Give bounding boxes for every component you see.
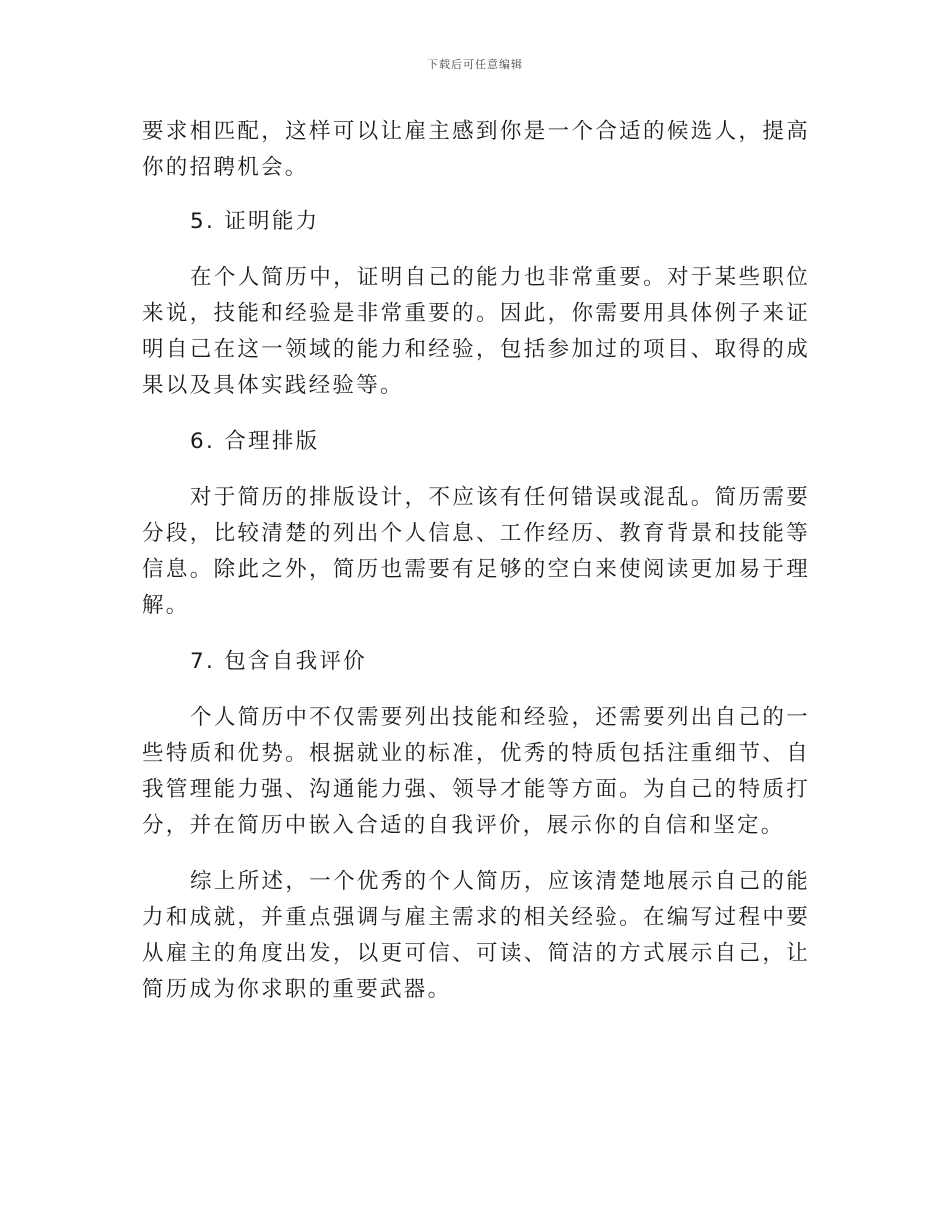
paragraph-section-6: 对于简历的排版设计，不应该有任何错误或混乱。简历需要分段，比较清楚的列出个人信息、工作经历、教育背景和技能等信息。除此之外，简历也需要有足够的空白来使阅读更加易于理解。	[142, 485, 810, 618]
paragraph-section-5: 在个人简历中，证明自己的能力也非常重要。对于某些职位来说，技能和经验是非常重要的。因此，你需要用具体例子来证明自己在这一领域的能力和经验，包括参加过的项目、取得的成果以及具体实践经验等。	[142, 265, 810, 398]
page-header: 下载后可任意编辑	[427, 58, 523, 71]
section-heading-6: 6. 合理排版	[190, 429, 320, 454]
section-heading-7: 7. 包含自我评价	[190, 649, 368, 674]
paragraph-conclusion: 综上所述，一个优秀的个人简历，应该清楚地展示自己的能力和成就，并重点强调与雇主需求的相关经验。在编写过程中要从雇主的角度出发，以更可信、可读、简洁的方式展示自己，让简历成为你求职的重要武器。	[142, 869, 810, 1002]
section-heading-5: 5. 证明能力	[190, 209, 320, 234]
paragraph-intro-continuation: 要求相匹配，这样可以让雇主感到你是一个合适的候选人，提高你的招聘机会。	[142, 119, 810, 180]
document-body	[142, 114, 810, 1008]
paragraph-section-7: 个人简历中不仅需要列出技能和经验，还需要列出自己的一些特质和优势。根据就业的标准，优秀的特质包括注重细节、自我管理能力强、沟通能力强、领导才能等方面。为自己的特质打分，并在简历中嵌入合适的自我评价，展示你的自信和坚定。	[142, 705, 810, 838]
